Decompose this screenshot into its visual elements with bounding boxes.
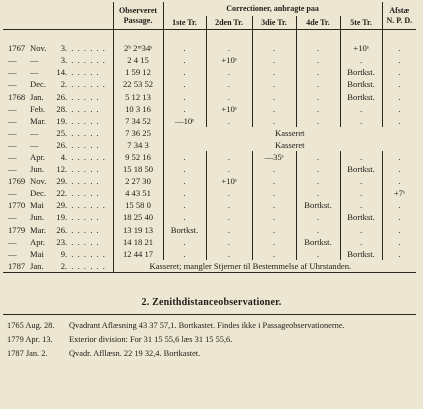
zenith-date: 1787 Jan. 2. [7, 348, 48, 358]
passage-cell: 2ʰ 2ᵐ34ˢ [113, 42, 163, 54]
npd-header [382, 2, 416, 30]
correction-cell-c2: . [206, 90, 252, 102]
row-note: Kasseret [163, 139, 416, 151]
year: — [8, 127, 17, 138]
zenith-date: 1779 Apr. 13. [7, 334, 53, 344]
table-row [3, 103, 416, 115]
correction-cell-c2: . [206, 199, 252, 211]
day: 29 [56, 176, 65, 187]
month: Jun. [30, 212, 45, 223]
table-row [3, 42, 416, 54]
correction-cell-c2: . [206, 66, 252, 78]
correction-cell-c4: . [296, 211, 340, 223]
month: Dec. [30, 79, 46, 90]
month: Nov. [30, 43, 47, 54]
passage-cell: 1 59 12 [113, 66, 163, 78]
correction-cell-c1: . [163, 199, 206, 211]
correction-cell-c4: . [296, 163, 340, 175]
passage-cell: 14 18 21 [113, 236, 163, 248]
date-cell [3, 224, 113, 236]
date-cell [3, 175, 113, 187]
zenith-observations [3, 319, 420, 361]
corrections-header: Correctioner, anbragte paa [163, 2, 382, 16]
passage-header-line2: Passage. [123, 15, 153, 25]
correction-cell-c5: . [340, 236, 382, 248]
correction-cell-c5: Bortkst. [340, 90, 382, 102]
date-cell [3, 54, 113, 66]
leader-dots: . . . . . . [65, 103, 100, 114]
day: 22 [56, 188, 65, 199]
date-cell [3, 90, 113, 102]
passage-cell: 2 27 30 [113, 175, 163, 187]
correction-cell-c3: . [252, 224, 296, 236]
npd-cell: . [382, 66, 416, 78]
year: — [8, 115, 17, 126]
correction-cell-c4: . [296, 151, 340, 163]
correction-cell-c5: Bortkst. [340, 163, 382, 175]
month: Jun. [30, 164, 45, 175]
date-cell [3, 187, 113, 199]
npd-cell: . [382, 78, 416, 90]
correction-cell-c5: Bortkst. [340, 248, 382, 260]
month: Jan. [30, 91, 44, 102]
year: — [8, 55, 17, 66]
npd-cell: . [382, 199, 416, 211]
date-cell [3, 248, 113, 260]
day: 12 [56, 164, 65, 175]
correction-cell-c3: . [252, 103, 296, 115]
leader-dots: . . . . . . [65, 139, 100, 150]
table-row [3, 211, 416, 223]
day: 9 [60, 248, 65, 259]
passage-cell: 7 34 52 [113, 115, 163, 127]
year: — [8, 212, 17, 223]
correction-cell-c2: +10ˢ [206, 175, 252, 187]
day: 28 [56, 103, 65, 114]
date-cell [3, 211, 113, 223]
correction-cell-c1: Bortkst. [163, 224, 206, 236]
day: 26 [56, 91, 65, 102]
month: Dec. [30, 188, 46, 199]
table-row [3, 248, 416, 260]
year: 1767 [8, 43, 26, 54]
date-cell [3, 66, 113, 78]
row-note: Kasseret; mangler Stjerner til Bestemmelse af Uhrstanden. [113, 260, 416, 273]
table-row [3, 139, 416, 151]
correction-cell-c2: +10ˢ [206, 103, 252, 115]
npd-cell: . [382, 42, 416, 54]
passage-cell: 4 43 51 [113, 187, 163, 199]
section-2-rule [3, 314, 416, 315]
correction-cell-c5: . [340, 103, 382, 115]
day: 2 [60, 260, 65, 271]
year: — [8, 139, 17, 150]
correction-cell-c2: . [206, 151, 252, 163]
day: 23 [56, 236, 65, 247]
passage-corrections-table [3, 2, 416, 273]
month: — [30, 55, 39, 66]
leader-dots: . . . . . . . [65, 55, 106, 66]
correction-cell-c2: . [206, 42, 252, 54]
correction-cell-c3: . [252, 248, 296, 260]
passage-cell: 10 3 16 [113, 103, 163, 115]
leader-dots: . . . . . . . [65, 260, 106, 271]
passage-cell: 15 58 0 [113, 199, 163, 211]
correction-cell-c4: . [296, 103, 340, 115]
date-cell [3, 236, 113, 248]
correction-cell-c3: —35ˢ [252, 151, 296, 163]
table-row [3, 54, 416, 66]
year: — [8, 103, 17, 114]
year: 1779 [8, 224, 26, 235]
row-note: Kasseret [163, 127, 416, 139]
day: 19 [56, 212, 65, 223]
table-row [3, 236, 416, 248]
date-cell [3, 127, 113, 139]
day: 26 [56, 139, 65, 150]
correction-cell-c4: . [296, 90, 340, 102]
leader-dots: . . . . . . [65, 115, 100, 126]
leader-dots: . . . . . . . [65, 79, 106, 90]
npd-cell: . [382, 248, 416, 260]
correction-cell-c2: . [206, 248, 252, 260]
correction-cell-c1: . [163, 236, 206, 248]
date-cell [3, 139, 113, 151]
leader-dots: . . . . . . [65, 164, 100, 175]
table-row [3, 78, 416, 90]
npd-cell: . [382, 90, 416, 102]
correction-cell-c3: . [252, 90, 296, 102]
correction-cell-c4: Bortkst. [296, 199, 340, 211]
correction-cell-c3: . [252, 78, 296, 90]
table-row [3, 151, 416, 163]
date-cell [3, 163, 113, 175]
date-cell [3, 78, 113, 90]
passage-cell: 5 12 13 [113, 90, 163, 102]
correction-cell-c1: . [163, 163, 206, 175]
table-row [3, 187, 416, 199]
correction-cell-c5: . [340, 115, 382, 127]
correction-cell-c5: . [340, 54, 382, 66]
month: Apr. [30, 151, 46, 162]
month: Jan. [30, 260, 44, 271]
correction-cell-c4: Bortkst. [296, 236, 340, 248]
tr5-header: 5te Tr. [340, 16, 382, 30]
correction-cell-c4: . [296, 115, 340, 127]
correction-cell-c3: . [252, 115, 296, 127]
day: 29 [56, 200, 65, 211]
correction-cell-c4: . [296, 187, 340, 199]
zenith-text: Qvadrant Aflæsning 43 37 57,1. Bortkastet. Findes ikke i Passageobservationerne. [69, 320, 345, 330]
passage-cell: 7 36 25 [113, 127, 163, 139]
correction-cell-c3: . [252, 187, 296, 199]
table-row [3, 90, 416, 102]
npd-cell: . [382, 163, 416, 175]
correction-cell-c1: . [163, 66, 206, 78]
correction-cell-c1: . [163, 54, 206, 66]
correction-cell-c1: —10ˢ [163, 115, 206, 127]
passage-cell: 15 18 50 [113, 163, 163, 175]
zenith-date: 1765 Aug. 28. [7, 320, 55, 330]
month: — [30, 139, 39, 150]
correction-cell-c4: . [296, 54, 340, 66]
date-cell [3, 115, 113, 127]
correction-cell-c3: . [252, 236, 296, 248]
correction-cell-c3: . [252, 163, 296, 175]
passage-cell: 7 34 3 [113, 139, 163, 151]
correction-cell-c2: . [206, 224, 252, 236]
leader-dots: . . . . . . [65, 91, 100, 102]
npd-cell: . [382, 236, 416, 248]
correction-cell-c3: . [252, 42, 296, 54]
correction-cell-c2: . [206, 163, 252, 175]
correction-cell-c1: . [163, 211, 206, 223]
month: Mar. [30, 115, 46, 126]
correction-cell-c1: . [163, 248, 206, 260]
passage-header [113, 2, 163, 30]
month: — [30, 67, 39, 78]
tr2-header: 2den Tr. [206, 16, 252, 30]
correction-cell-c3: . [252, 211, 296, 223]
table-row [3, 66, 416, 78]
year: — [8, 67, 17, 78]
npd-cell: . [382, 115, 416, 127]
correction-cell-c5: . [340, 224, 382, 236]
day: 4 [60, 151, 65, 162]
day: 14 [56, 67, 65, 78]
table-row [3, 115, 416, 127]
correction-cell-c4: . [296, 175, 340, 187]
correction-cell-c1: . [163, 78, 206, 90]
correction-cell-c3: . [252, 199, 296, 211]
correction-cell-c4: . [296, 248, 340, 260]
correction-cell-c5: . [340, 187, 382, 199]
correction-cell-c1: . [163, 175, 206, 187]
table-row [3, 163, 416, 175]
month: — [30, 127, 39, 138]
correction-cell-c2: . [206, 187, 252, 199]
tr1-header: 1ste Tr. [163, 16, 206, 30]
zenith-text: Qvadr. Afllæsn. 22 19 32,4. Bortkastet. [69, 348, 201, 358]
year: 1787 [8, 260, 26, 271]
table-row [3, 224, 416, 236]
npd-header-line1: Afstæ [389, 5, 410, 15]
table-row [3, 199, 416, 211]
year: 1770 [8, 200, 26, 211]
correction-cell-c4: . [296, 42, 340, 54]
passage-cell: 18 25 40 [113, 211, 163, 223]
correction-cell-c5: Bortkst. [340, 66, 382, 78]
passage-header-line1: Observeret [118, 5, 158, 15]
correction-cell-c2: . [206, 211, 252, 223]
leader-dots: . . . . . . . [65, 200, 106, 211]
correction-cell-c5: Bortkst. [340, 78, 382, 90]
npd-cell: . [382, 151, 416, 163]
npd-cell: . [382, 175, 416, 187]
observation-rows [3, 30, 416, 273]
leader-dots: . . . . . . [65, 224, 100, 235]
year: 1769 [8, 176, 26, 187]
year: — [8, 188, 17, 199]
correction-cell-c4: . [296, 224, 340, 236]
month: Mai [30, 200, 44, 211]
day: 26 [56, 224, 65, 235]
year: — [8, 79, 17, 90]
correction-cell-c1: . [163, 42, 206, 54]
correction-cell-c1: . [163, 151, 206, 163]
passage-cell: 13 19 13 [113, 224, 163, 236]
table-row [3, 260, 416, 273]
year: — [8, 236, 17, 247]
day: 25 [56, 127, 65, 138]
correction-cell-c2: . [206, 236, 252, 248]
npd-header-line2: N. P. D. [386, 15, 413, 25]
leader-dots: . . . . . . . [65, 43, 106, 54]
leader-dots: . . . . . . [65, 176, 100, 187]
tr3-header: 3die Tr. [252, 16, 296, 30]
leader-dots: . . . . . . [65, 67, 100, 78]
year: — [8, 164, 17, 175]
date-cell [3, 199, 113, 211]
npd-cell: . [382, 103, 416, 115]
date-cell [3, 42, 113, 54]
leader-dots: . . . . . . [65, 212, 100, 223]
correction-cell-c2: +10ˢ [206, 54, 252, 66]
leader-dots: . . . . . . [65, 188, 100, 199]
month: Mai [30, 248, 44, 259]
passage-cell: 2 4 15 [113, 54, 163, 66]
date-cell [3, 103, 113, 115]
correction-cell-c5: . [340, 151, 382, 163]
correction-cell-c3: . [252, 66, 296, 78]
month: Apr. [30, 236, 46, 247]
year: — [8, 151, 17, 162]
year: — [8, 248, 17, 259]
correction-cell-c1: . [163, 90, 206, 102]
passage-cell: 22 53 52 [113, 78, 163, 90]
date-cell [3, 260, 113, 273]
day: 3 [60, 55, 65, 66]
correction-cell-c5: . [340, 175, 382, 187]
zenith-line [7, 347, 420, 361]
correction-cell-c3: . [252, 175, 296, 187]
zenith-text: Exterior division: For 31 15 55,6 læs 31 15 55,6. [69, 334, 233, 344]
npd-cell: . [382, 224, 416, 236]
correction-cell-c1: . [163, 103, 206, 115]
leader-dots: . . . . . . . [65, 151, 106, 162]
tr4-header: 4de Tr. [296, 16, 340, 30]
correction-cell-c4: . [296, 66, 340, 78]
npd-cell: . [382, 211, 416, 223]
year: 1768 [8, 91, 26, 102]
table-row [3, 175, 416, 187]
npd-cell: +7ˢ [382, 187, 416, 199]
correction-cell-c5: Bortkst. [340, 211, 382, 223]
npd-cell: . [382, 54, 416, 66]
day: 3 [60, 43, 65, 54]
correction-cell-c2: . [206, 78, 252, 90]
month: Mar. [30, 224, 46, 235]
day: 2 [60, 79, 65, 90]
section-2-title: 2. Zenithdistanceobservationer. [141, 296, 282, 308]
date-cell [3, 151, 113, 163]
correction-cell-c3: . [252, 54, 296, 66]
spacer-row [3, 30, 416, 43]
correction-cell-c5: . [340, 199, 382, 211]
correction-cell-c4: . [296, 78, 340, 90]
correction-cell-c1: . [163, 187, 206, 199]
passage-cell: 9 52 16 [113, 151, 163, 163]
month: Nov. [30, 176, 47, 187]
passage-cell: 12 44 17 [113, 248, 163, 260]
leader-dots: . . . . . . . [65, 248, 106, 259]
leader-dots: . . . . . . [65, 127, 100, 138]
correction-cell-c5: +10ˢ [340, 42, 382, 54]
zenith-line [7, 319, 420, 333]
date-header [3, 2, 113, 30]
zenith-line [7, 333, 420, 347]
correction-cell-c2: . [206, 115, 252, 127]
table-row [3, 127, 416, 139]
month: Feb. [30, 103, 46, 114]
day: 19 [56, 115, 65, 126]
leader-dots: . . . . . . [65, 236, 100, 247]
